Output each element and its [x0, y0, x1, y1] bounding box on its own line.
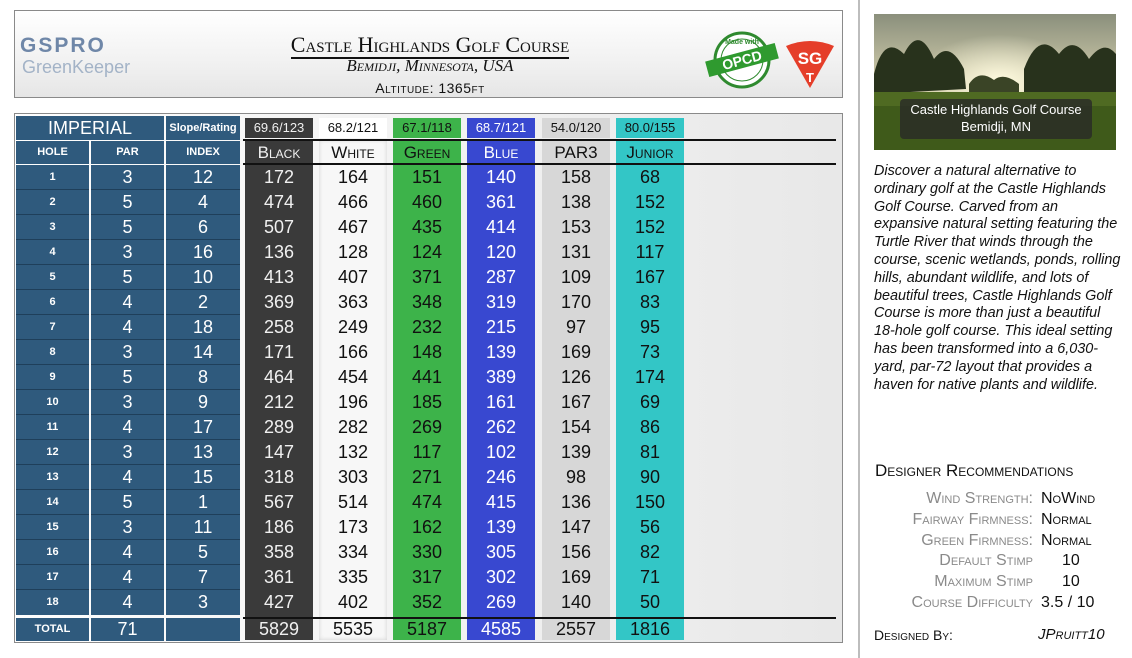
gspro-logo: GSPRO [20, 34, 106, 57]
panel-divider [858, 0, 860, 658]
yardage-cell: 152 [634, 217, 666, 237]
tee-total: 5829 [258, 619, 300, 639]
yardage-cell: 414 [485, 217, 517, 237]
hole-header: HOLE [16, 141, 89, 164]
yardage-cell: 156 [560, 542, 592, 562]
yardage-cell: 330 [411, 542, 443, 562]
hole-index: 3 [197, 592, 208, 612]
recommendation-label: Default Stimp [939, 552, 1033, 570]
yardage-cell: 369 [263, 292, 295, 312]
yardage-cell: 361 [485, 192, 517, 212]
yardage-cell: 171 [263, 342, 295, 362]
tee-rating: 68.2/121 [319, 118, 387, 138]
hole-par: 5 [122, 367, 133, 387]
yardage-cell: 302 [485, 567, 517, 587]
yardage-cell: 154 [560, 417, 592, 437]
hole-par: 4 [122, 292, 133, 312]
yardage-cell: 69 [639, 392, 661, 412]
tee-name: White [331, 143, 375, 162]
tee-rating: 68.7/121 [467, 118, 535, 138]
yardage-cell: 126 [560, 367, 592, 387]
recommendations-title: Designer Recommendations [875, 461, 1074, 480]
yardage-cell: 147 [263, 442, 295, 462]
hole-number: 15 [46, 521, 59, 533]
hole-index: 9 [197, 392, 208, 412]
yardage-cell: 358 [263, 542, 295, 562]
hole-index: 12 [192, 167, 214, 187]
yardage-cell: 124 [411, 242, 443, 262]
yardage-cell: 319 [485, 292, 517, 312]
yardage-cell: 117 [412, 442, 442, 462]
yardage-cell: 352 [411, 592, 443, 612]
hole-par: 5 [122, 217, 133, 237]
yardage-cell: 317 [411, 567, 443, 587]
yardage-cell: 460 [411, 192, 443, 212]
yardage-cell: 334 [337, 542, 369, 562]
hole-par: 4 [122, 417, 133, 437]
yardage-cell: 514 [337, 492, 369, 512]
hole-index: 1 [197, 492, 208, 512]
opcd-label: OPCD [720, 47, 764, 73]
course-title [230, 32, 630, 58]
tee-total: 5187 [406, 619, 448, 639]
recommendation-value: Normal [1041, 510, 1092, 528]
yardage-cell: 167 [560, 392, 592, 412]
recommendation-value: 3.5 / 10 [1041, 594, 1095, 611]
yardage-cell: 68 [639, 167, 661, 187]
designed-by-label: Designed By: [874, 627, 953, 643]
yardage-cell: 407 [337, 267, 369, 287]
yardage-cell: 287 [485, 267, 517, 287]
yardage-cell: 71 [639, 567, 661, 587]
hole-index: 14 [192, 342, 214, 362]
course-title-text: Castle Highlands Golf Course [290, 32, 570, 57]
yardage-cell: 454 [337, 367, 369, 387]
greenkeeper-logo: GreenKeeper [22, 57, 131, 77]
hole-index: 17 [192, 417, 214, 437]
hole-index: 4 [197, 192, 208, 212]
yardage-cell: 147 [560, 517, 592, 537]
yardage-cell: 102 [485, 442, 517, 462]
hole-index: 13 [192, 442, 214, 462]
yardage-cell: 464 [263, 367, 295, 387]
yardage-cell: 361 [263, 567, 295, 587]
recommendation-value: Normal [1041, 531, 1092, 549]
yardage-cell: 507 [263, 217, 295, 237]
course-altitude: Altitude: 1365ft [375, 80, 485, 96]
yardage-cell: 139 [560, 442, 592, 462]
yardage-cell: 150 [634, 492, 666, 512]
yardage-cell: 174 [634, 367, 666, 387]
yardage-cell: 348 [411, 292, 443, 312]
hole-number: 17 [46, 571, 59, 583]
yardage-cell: 441 [411, 367, 443, 387]
yardage-cell: 474 [411, 492, 443, 512]
yardage-cell: 467 [337, 217, 369, 237]
yardage-cell: 262 [485, 417, 517, 437]
hole-par: 4 [122, 567, 133, 587]
hole-par: 3 [122, 442, 133, 462]
tee-name: Black [257, 143, 301, 162]
recommendation-label: Maximum Stimp [934, 573, 1033, 591]
hole-number: 7 [49, 321, 56, 333]
yardage-cell: 435 [411, 217, 443, 237]
yardage-cell: 83 [639, 292, 661, 312]
hole-index: 15 [192, 467, 214, 487]
hole-number: 8 [49, 346, 56, 358]
yardage-cell: 269 [485, 592, 517, 612]
yardage-cell: 282 [337, 417, 369, 437]
yardage-cell: 389 [485, 367, 517, 387]
slope-rating-label: Slope/Rating [166, 116, 240, 140]
yardage-cell: 151 [411, 167, 443, 187]
yardage-cell: 81 [639, 442, 661, 462]
yardage-cell: 215 [485, 317, 517, 337]
hole-par: 5 [122, 267, 133, 287]
yardage-cell: 271 [411, 467, 443, 487]
par-header: PAR [91, 141, 164, 164]
designer-name: JPruitt10 [1038, 626, 1105, 643]
yardage-cell: 169 [560, 567, 592, 587]
yardage-cell: 212 [263, 392, 295, 412]
hole-number: 3 [49, 221, 56, 233]
hole-number: 2 [49, 196, 56, 208]
hole-par: 4 [122, 542, 133, 562]
yardage-cell: 474 [263, 192, 295, 212]
yardage-cell: 152 [634, 192, 666, 212]
tee-name: PAR3 [554, 143, 598, 162]
yardage-cell: 148 [411, 342, 443, 362]
yardage-cell: 172 [263, 167, 295, 187]
hole-par: 3 [122, 342, 133, 362]
yardage-cell: 73 [639, 342, 661, 362]
yardage-cell: 170 [560, 292, 592, 312]
recommendation-value: 10 [1062, 573, 1080, 591]
total-rule [243, 617, 836, 619]
tee-rating: 54.0/120 [542, 118, 610, 138]
recommendation-label: Fairway Firmness: [912, 510, 1033, 528]
header-rule [243, 163, 836, 165]
yardage-cell: 371 [411, 267, 443, 287]
yardage-cell: 249 [337, 317, 369, 337]
hole-par: 4 [122, 592, 133, 612]
tee-total: 5535 [332, 619, 374, 639]
hole-par: 3 [122, 517, 133, 537]
recommendation-value: 10 [1062, 552, 1080, 570]
course-location: Bemidji, Minnesota, USA [346, 56, 514, 75]
yardage-cell: 185 [411, 392, 443, 412]
rating-rule [243, 139, 836, 141]
recommendation-label: Green Firmness: [921, 531, 1033, 549]
yardage-cell: 289 [263, 417, 295, 437]
yardage-cell: 335 [337, 567, 369, 587]
hole-par: 3 [122, 392, 133, 412]
hole-number: 4 [49, 246, 56, 258]
yardage-cell: 162 [411, 517, 443, 537]
yardage-cell: 166 [337, 342, 369, 362]
yardage-cell: 305 [485, 542, 517, 562]
yardage-cell: 98 [565, 467, 587, 487]
yardage-cell: 86 [639, 417, 661, 437]
hole-index: 11 [193, 517, 213, 537]
yardage-cell: 131 [560, 242, 592, 262]
yardage-cell: 196 [337, 392, 369, 412]
hole-number: 1 [49, 171, 56, 183]
tee-name: Blue [483, 143, 519, 162]
hole-index: 8 [197, 367, 208, 387]
hole-index: 7 [197, 567, 208, 587]
yardage-cell: 117 [635, 242, 665, 262]
tee-name: Green [403, 143, 451, 162]
yardage-cell: 140 [560, 592, 592, 612]
hole-index: 2 [197, 292, 208, 312]
photo-caption-location: Bemidji, MN [960, 119, 1032, 134]
yardage-cell: 466 [337, 192, 369, 212]
tee-total: 1816 [629, 619, 671, 639]
yardage-cell: 56 [639, 517, 661, 537]
imperial-label: IMPERIAL [16, 116, 164, 140]
yardage-cell: 427 [263, 592, 295, 612]
hole-index: 6 [197, 217, 208, 237]
tee-rating: 67.1/118 [393, 118, 461, 138]
yardage-cell: 186 [263, 517, 295, 537]
yardage-cell: 109 [560, 267, 592, 287]
yardage-cell: 164 [337, 167, 369, 187]
hole-index: 18 [192, 317, 214, 337]
hole-number: 5 [49, 271, 56, 283]
hole-number: 9 [49, 371, 56, 383]
yardage-cell: 246 [485, 467, 517, 487]
hole-par: 5 [122, 192, 133, 212]
recommendation-value: NoWind [1041, 490, 1096, 507]
yardage-cell: 402 [337, 592, 369, 612]
tee-rating: 69.6/123 [245, 118, 313, 138]
sgt-sub-label: T [806, 70, 814, 85]
hole-number: 14 [46, 496, 59, 508]
yardage-cell: 136 [560, 492, 592, 512]
recommendation-label: Wind Strength: [926, 490, 1033, 507]
course-description: Discover a natural alternative to ordinary golf at the Castle Highlands Golf Course. Carved from an expansive natural setting featuring the Turtle River that winds through the course, scenic wetlands, ponds, rolling hills, abundant wildlife, and lots of beautiful trees, Castle Highlands Golf Course is more than just a beautiful 18-hole golf course. This ideal setting has been transformed into a 6,030-yard, par-72 layout that provides a haven for native plants and wildlife. [874, 163, 1121, 393]
hole-number: 6 [49, 296, 56, 308]
photo-caption [900, 99, 1092, 139]
hole-index: 5 [197, 542, 208, 562]
yardage-cell: 232 [411, 317, 443, 337]
hole-number: 12 [46, 446, 59, 458]
yardage-cell: 132 [337, 442, 369, 462]
hole-number: 10 [46, 396, 59, 408]
total-label: TOTAL [16, 618, 89, 641]
hole-index: 10 [192, 267, 214, 287]
yardage-cell: 140 [485, 167, 517, 187]
yardage-cell: 120 [485, 242, 517, 262]
total-par: 71 [91, 618, 164, 641]
yardage-cell: 158 [560, 167, 592, 187]
yardage-cell: 173 [337, 517, 369, 537]
yardage-cell: 82 [639, 542, 661, 562]
yardage-cell: 97 [565, 317, 587, 337]
yardage-cell: 269 [411, 417, 443, 437]
tee-total: 2557 [555, 619, 597, 639]
sgt-label: SG [797, 49, 823, 68]
yardage-cell: 318 [263, 467, 295, 487]
hole-index: 16 [192, 242, 214, 262]
index-header: INDEX [166, 141, 240, 164]
yardage-cell: 139 [485, 517, 517, 537]
hole-par: 5 [122, 492, 133, 512]
hole-number: 16 [46, 546, 59, 558]
yardage-cell: 50 [639, 592, 661, 612]
hole-par: 4 [122, 467, 133, 487]
yardage-cell: 153 [560, 217, 592, 237]
sgt-logo-icon [780, 38, 840, 90]
yardage-cell: 90 [639, 467, 661, 487]
yardage-cell: 138 [560, 192, 592, 212]
yardage-cell: 169 [560, 342, 592, 362]
yardage-cell: 139 [485, 342, 517, 362]
yardage-cell: 415 [485, 492, 517, 512]
yardage-cell: 363 [337, 292, 369, 312]
tee-total: 4585 [480, 619, 522, 639]
yardage-cell: 136 [263, 242, 295, 262]
opcd-made-with: Made with [725, 39, 759, 46]
yardage-cell: 413 [263, 267, 295, 287]
hole-number: 13 [46, 471, 59, 483]
yardage-cell: 303 [337, 467, 369, 487]
yardage-cell: 161 [485, 392, 517, 412]
hole-par: 4 [122, 317, 133, 337]
yardage-cell: 128 [337, 242, 369, 262]
opcd-badge-icon [704, 30, 780, 90]
yardage-cell: 567 [263, 492, 295, 512]
hole-number: 18 [46, 596, 59, 608]
hole-number: 11 [46, 421, 59, 433]
hole-par: 3 [122, 242, 133, 262]
photo-caption-title: Castle Highlands Golf Course [910, 102, 1082, 117]
yardage-cell: 258 [263, 317, 295, 337]
yardage-cell: 95 [639, 317, 661, 337]
recommendation-label: Course Difficulty [911, 594, 1033, 611]
hole-par: 3 [122, 167, 133, 187]
tee-name: Junior [626, 143, 674, 162]
tee-rating: 80.0/155 [616, 118, 684, 138]
yardage-cell: 167 [634, 267, 666, 287]
total-index-blank [166, 618, 240, 641]
